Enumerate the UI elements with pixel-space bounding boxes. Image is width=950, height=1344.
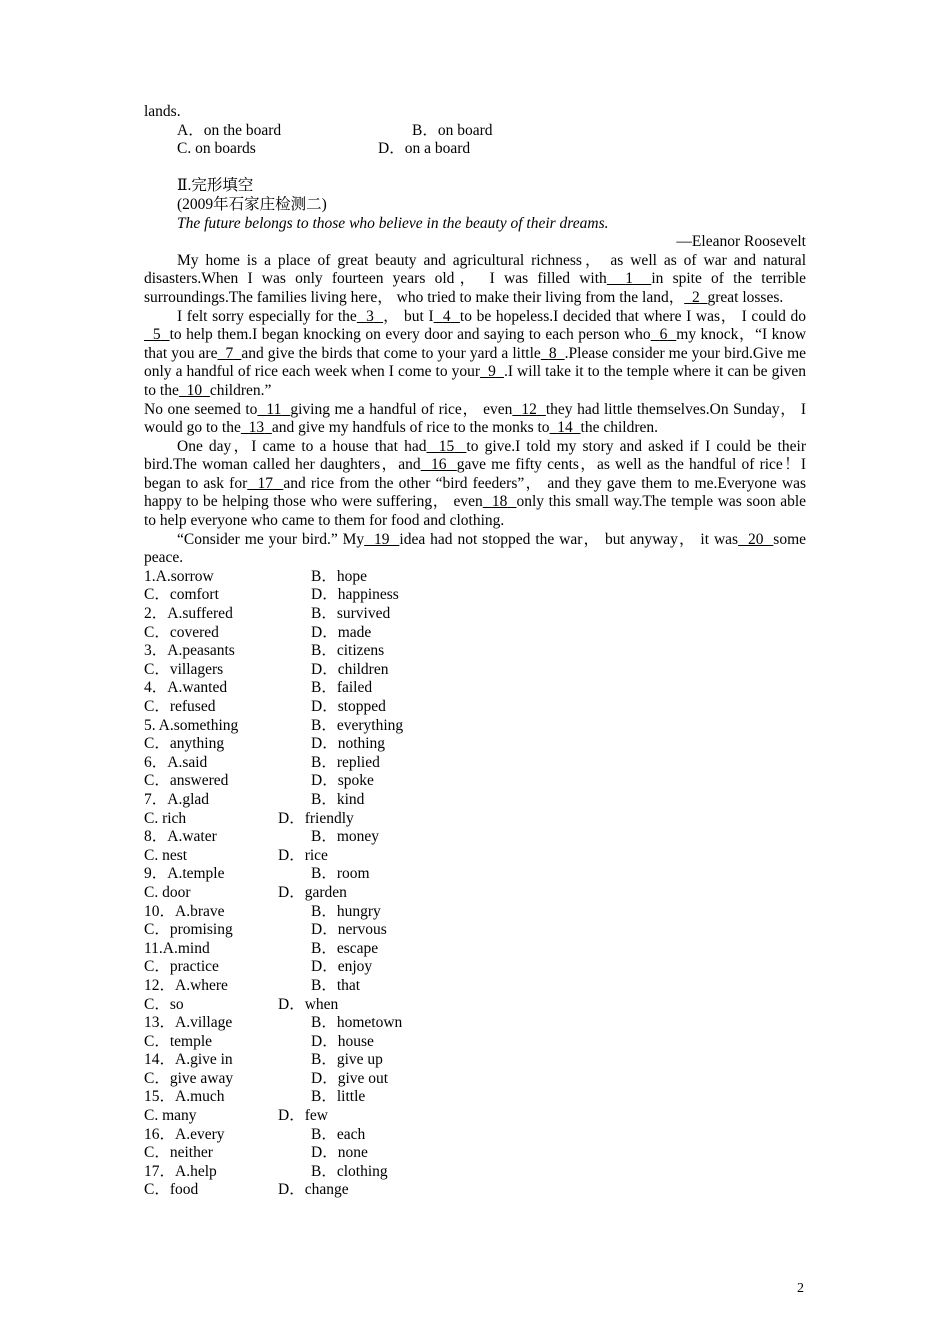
prev-option-c: C. on boards: [177, 140, 256, 158]
option-d[interactable]: D．none: [311, 1144, 368, 1162]
option-c[interactable]: C. rich: [144, 809, 187, 827]
option-a[interactable]: 17．A.help: [144, 1162, 217, 1180]
question-16-row-ab: [144, 1126, 806, 1145]
option-c[interactable]: C. door: [144, 883, 191, 901]
option-b[interactable]: B．each: [311, 1125, 366, 1143]
option-b[interactable]: B．citizens: [311, 642, 385, 660]
option-b[interactable]: B．little: [311, 1088, 366, 1106]
option-a[interactable]: 14．A.give in: [144, 1051, 233, 1069]
question-8-row-ab: [144, 828, 806, 847]
prev-options-row-2: [144, 140, 806, 159]
question-7-row-ab: [144, 791, 806, 810]
option-a[interactable]: 3．A.peasants: [144, 642, 235, 660]
option-a[interactable]: 2．A.suffered: [144, 605, 233, 623]
question-1-row-cd: [144, 586, 806, 605]
question-10-row-cd: [144, 921, 806, 940]
option-c[interactable]: C．promising: [144, 921, 233, 939]
question-1-row-ab: [144, 568, 806, 587]
question-5-row-cd: [144, 735, 806, 754]
question-9-row-cd: [144, 884, 806, 903]
blank-2[interactable]: 2: [691, 288, 700, 306]
option-b[interactable]: B．failed: [311, 679, 373, 697]
option-c[interactable]: C．covered: [144, 623, 219, 641]
option-d[interactable]: D．give out: [311, 1069, 389, 1087]
option-a[interactable]: 16．A.every: [144, 1125, 225, 1143]
page-number: 2: [797, 1281, 804, 1296]
option-c[interactable]: C．anything: [144, 735, 225, 753]
option-b[interactable]: B．kind: [311, 790, 365, 808]
option-c[interactable]: C. many: [144, 1107, 197, 1125]
question-17-row-ab: [144, 1163, 806, 1182]
option-d[interactable]: D．friendly: [278, 809, 354, 827]
option-d[interactable]: D．change: [278, 1181, 349, 1199]
passage-paragraph-5: “Consider me your bird.” My 19 idea had not stopped the war， but anyway， it was 20 some peace.: [144, 530, 807, 567]
blank-9[interactable]: 9: [488, 363, 496, 381]
question-4-row-ab: [144, 679, 806, 698]
passage-paragraph-1: My home is a place of great beauty and agricultural richness， as well as of war and natural disasters.When I was only fourteen years old， I was filled with 1 in spite of the terrible surroundings.The families living here， who tried to make their living from the land， 2 great losses.: [144, 251, 807, 306]
question-5-row-ab: [144, 717, 806, 736]
option-b[interactable]: B．hungry: [311, 902, 381, 920]
blank-16[interactable]: 16: [430, 456, 447, 474]
option-d[interactable]: D．happiness: [311, 586, 399, 604]
question-15-row-cd: [144, 1107, 806, 1126]
option-c[interactable]: C．neither: [144, 1144, 213, 1162]
question-4-row-cd: [144, 698, 806, 717]
option-c[interactable]: C．so: [144, 995, 184, 1013]
question-10-row-ab: [144, 903, 806, 922]
blank-15[interactable]: 15: [438, 437, 455, 455]
prev-option-a: A．on the board: [177, 121, 282, 139]
question-list: [144, 568, 806, 1200]
option-c[interactable]: C．temple: [144, 1032, 213, 1050]
prev-option-d: D．on a board: [378, 140, 471, 158]
question-3-row-cd: [144, 661, 806, 680]
option-c[interactable]: C．food: [144, 1181, 199, 1199]
blank-18[interactable]: 18: [491, 493, 508, 511]
option-b[interactable]: B．escape: [311, 939, 379, 957]
section-source: (2009年石家庄检测二): [177, 195, 327, 213]
section-title: Ⅱ.完形填空: [177, 177, 254, 195]
question-14-row-ab: [144, 1051, 806, 1070]
option-b[interactable]: B．money: [311, 828, 380, 846]
option-a[interactable]: 7．A.glad: [144, 790, 210, 808]
option-b[interactable]: B．everything: [311, 716, 404, 734]
question-6-row-ab: [144, 754, 806, 773]
option-d[interactable]: D．made: [311, 623, 372, 641]
blank-17[interactable]: 17: [257, 474, 274, 492]
prev-option-b: B．on board: [412, 121, 493, 139]
blank-4[interactable]: 4: [442, 307, 451, 325]
option-d[interactable]: D．nothing: [311, 735, 386, 753]
option-b[interactable]: B．survived: [311, 605, 391, 623]
blank-11[interactable]: 11: [266, 400, 282, 418]
question-14-row-cd: [144, 1070, 806, 1089]
option-c[interactable]: C．comfort: [144, 586, 219, 604]
question-2-row-ab: [144, 605, 806, 624]
document-page: [144, 103, 806, 1200]
quote-author: —Eleanor Roosevelt: [676, 233, 806, 251]
question-3-row-ab: [144, 642, 806, 661]
option-a[interactable]: 1.A.sorrow: [144, 567, 214, 585]
question-6-row-cd: [144, 772, 806, 791]
question-7-row-cd: [144, 810, 806, 829]
passage-paragraph-4: One day，I came to a house that had 15 to give.I told my story and asked if I could be their bird.The woman called her daughters，and 16 gave me fifty cents，as well as the handful of rice！I began to ask for 17 and rice from the other “bird feeders”， and they gave them to me.Everyone was happy to be helping those who were suffering， even 18 only this small way.The temple was soon able to help everyone who came to them for food and clothing.: [144, 437, 807, 530]
option-d[interactable]: D．spoke: [311, 772, 374, 790]
question-8-row-cd: [144, 847, 806, 866]
option-c[interactable]: C．answered: [144, 772, 229, 790]
question-13-row-ab: [144, 1014, 806, 1033]
blank-3[interactable]: 3: [366, 307, 374, 325]
blank-19[interactable]: 19: [374, 530, 390, 548]
blank-20[interactable]: 20: [747, 530, 764, 548]
option-a[interactable]: 8．A.water: [144, 828, 217, 846]
blank-14[interactable]: 14: [557, 419, 573, 437]
option-b[interactable]: B．give up: [311, 1051, 383, 1069]
option-c[interactable]: C．villagers: [144, 660, 224, 678]
option-d[interactable]: D．few: [278, 1107, 328, 1125]
blank-1[interactable]: 1: [625, 270, 633, 288]
option-b[interactable]: B．replied: [311, 753, 380, 771]
option-c[interactable]: C．practice: [144, 958, 219, 976]
option-d[interactable]: D．enjoy: [311, 958, 373, 976]
blank-8[interactable]: 8: [548, 344, 557, 362]
option-b[interactable]: B．room: [311, 865, 370, 883]
option-a[interactable]: 10．A.brave: [144, 902, 225, 920]
question-9-row-ab: [144, 865, 806, 884]
question-12-row-ab: [144, 977, 806, 996]
option-a[interactable]: 11.A.mind: [144, 939, 210, 957]
option-d[interactable]: D．garden: [278, 883, 347, 901]
option-d[interactable]: D．house: [311, 1032, 374, 1050]
option-a[interactable]: 9．A.temple: [144, 865, 225, 883]
option-a[interactable]: 15．A.much: [144, 1088, 225, 1106]
question-17-row-cd: [144, 1181, 806, 1200]
question-11-row-cd: [144, 958, 806, 977]
option-c[interactable]: C. nest: [144, 846, 188, 864]
option-c[interactable]: C．give away: [144, 1069, 234, 1087]
option-b[interactable]: B．that: [311, 976, 361, 994]
section-quote: The future belongs to those who believe in the beauty of their dreams.: [177, 214, 609, 232]
question-12-row-cd: [144, 996, 806, 1015]
option-d[interactable]: D．rice: [278, 846, 328, 864]
question-16-row-cd: [144, 1144, 806, 1163]
option-d[interactable]: D．children: [311, 660, 389, 678]
option-a[interactable]: 13．A.village: [144, 1014, 233, 1032]
question-13-row-cd: [144, 1033, 806, 1052]
option-d[interactable]: D．nervous: [311, 921, 387, 939]
option-c[interactable]: C．refused: [144, 698, 216, 715]
passage-paragraph-2: I felt sorry especially for the 3 ， but I 4 to be hopeless.I decided that where I was， I could do 5 to help them.I began knocking on every door and saying to each person who 6 my knock，“I know that you are 7 and give the birds that come to your yard a little 8 .Please consider me your bird.Give me only a handful of rice each week when I come to your 9 .I will take it to the temple where it can be given to the 10 children.”: [144, 307, 807, 399]
blank-10[interactable]: 10: [186, 381, 203, 399]
option-a[interactable]: 12．A.where: [144, 976, 228, 994]
prev-question-tail: lands.: [144, 103, 181, 120]
option-a[interactable]: 6．A.said: [144, 753, 208, 771]
blank-6[interactable]: 6: [659, 326, 668, 344]
option-b[interactable]: B．hope: [311, 567, 367, 585]
blank-13[interactable]: 13: [248, 419, 265, 437]
question-11-row-ab: [144, 940, 806, 959]
option-b[interactable]: B．hometown: [311, 1014, 403, 1032]
option-a[interactable]: 5. A.something: [144, 716, 239, 734]
blank-12[interactable]: 12: [521, 400, 537, 418]
blank-7[interactable]: 7: [225, 344, 234, 362]
question-15-row-ab: [144, 1088, 806, 1107]
question-2-row-cd: [144, 624, 806, 643]
prev-options-row-1: [144, 122, 806, 141]
option-d[interactable]: D．stopped: [311, 698, 386, 715]
option-b[interactable]: B．clothing: [311, 1162, 388, 1180]
passage-paragraph-3: No one seemed to 11 giving me a handful of rice， even 12 they had little themselves.On Sunday， I would go to the 13 and give my handfuls of rice to the monks to 14 the children.: [144, 400, 807, 437]
option-a[interactable]: 4．A.wanted: [144, 679, 228, 697]
blank-5[interactable]: 5: [152, 326, 161, 344]
option-d[interactable]: D．when: [278, 995, 339, 1013]
